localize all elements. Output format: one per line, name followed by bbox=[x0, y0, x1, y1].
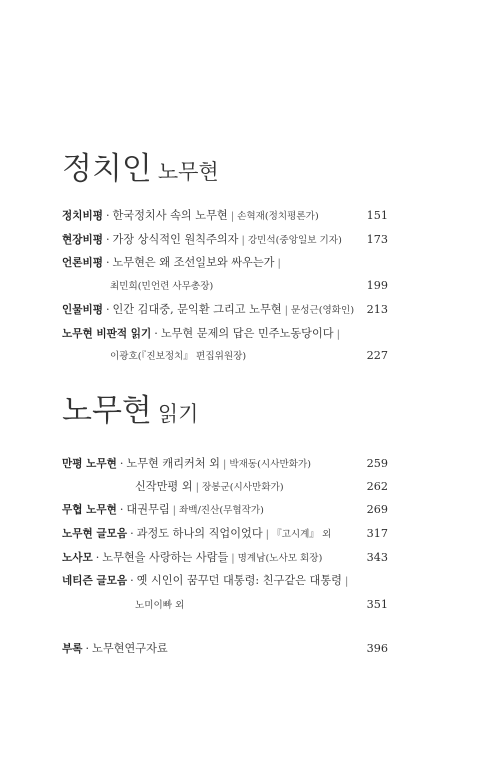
entry-author: 『고시계』 외 bbox=[272, 529, 332, 540]
divider-bar: | bbox=[172, 505, 177, 516]
divider-bar: | bbox=[265, 529, 270, 540]
divider-bar: | bbox=[284, 305, 288, 316]
entry-author: 강민석(중앙일보 기자) bbox=[247, 235, 342, 246]
entry-title: 가장 상식적인 원칙주의자 bbox=[112, 233, 239, 246]
entry-separator: · bbox=[154, 327, 158, 340]
entry-label: 네티즌 글모음 bbox=[62, 575, 128, 587]
divider-bar: | bbox=[223, 459, 227, 470]
section-title-politician bbox=[62, 151, 219, 187]
toc-entry[interactable] bbox=[0, 302, 500, 318]
entry-separator: · bbox=[105, 233, 110, 246]
page-number: 213 bbox=[366, 303, 388, 316]
entry-label: 현장비평 bbox=[62, 234, 103, 246]
entry-author: 좌백/진산(무협작가) bbox=[179, 505, 264, 516]
entry-title: 한국정치사 속의 노무현 bbox=[112, 209, 228, 222]
entry-separator: · bbox=[95, 551, 100, 564]
section-title-main: 정치인 bbox=[62, 151, 152, 187]
page-number: 262 bbox=[366, 480, 388, 493]
toc-entry[interactable] bbox=[0, 550, 500, 566]
entry-label: 노무현 글모음 bbox=[62, 528, 128, 540]
page-number: 317 bbox=[366, 527, 388, 540]
entry-author: 명계남(노사모 회장) bbox=[237, 553, 323, 564]
entry-title: 노무현 캐리커처 외 bbox=[126, 457, 220, 470]
toc-entry[interactable] bbox=[0, 479, 500, 495]
toc-entry[interactable] bbox=[0, 232, 500, 248]
toc-entry[interactable] bbox=[0, 208, 500, 224]
divider-bar: | bbox=[344, 576, 349, 587]
entry-author: 최민희(민언련 사무총장) bbox=[110, 281, 214, 292]
divider-bar: | bbox=[195, 482, 199, 493]
entry-author: 이광호(『진보정치』 편집위원장) bbox=[110, 351, 247, 362]
toc-entry[interactable] bbox=[0, 526, 500, 542]
entry-title: 노무현연구자료 bbox=[92, 642, 168, 655]
toc-entry-continuation[interactable] bbox=[0, 348, 500, 364]
divider-bar: | bbox=[231, 553, 235, 564]
entry-title: 대권무림 bbox=[126, 503, 170, 516]
page-number: 259 bbox=[366, 457, 388, 470]
toc-entry[interactable] bbox=[0, 456, 500, 472]
entry-title: 노무현은 왜 조선일보와 싸우는가 bbox=[112, 256, 275, 269]
entry-author: 문성근(영화인) bbox=[290, 305, 355, 316]
toc-entry[interactable] bbox=[0, 573, 500, 589]
entry-separator: · bbox=[105, 209, 110, 222]
section-title-main: 노무현 bbox=[62, 393, 152, 429]
entry-author: 박재동(시사만화가) bbox=[229, 459, 312, 470]
entry-separator: · bbox=[119, 503, 124, 516]
entry-separator: · bbox=[130, 527, 134, 540]
entry-author: 장봉군(시사만화가) bbox=[201, 482, 284, 493]
page-number: 396 bbox=[366, 642, 388, 655]
divider-bar: | bbox=[230, 211, 235, 222]
page-number: 343 bbox=[366, 551, 388, 564]
toc-entry[interactable] bbox=[0, 326, 500, 342]
entry-label: 노무현 비판적 읽기 bbox=[62, 328, 152, 340]
entry-separator: · bbox=[130, 574, 134, 587]
section-title-sub: 노무현 bbox=[157, 160, 219, 184]
page-number: 351 bbox=[366, 598, 388, 611]
divider-bar: | bbox=[241, 235, 245, 246]
toc-entry[interactable] bbox=[0, 502, 500, 518]
entry-separator: · bbox=[105, 303, 110, 316]
entry-separator: · bbox=[105, 256, 110, 269]
divider-bar: | bbox=[336, 329, 340, 340]
entry-label: 만평 노무현 bbox=[62, 458, 117, 470]
toc-entry-appendix[interactable] bbox=[0, 641, 500, 657]
entry-label: 정치비평 bbox=[62, 210, 103, 222]
entry-separator: · bbox=[119, 457, 124, 470]
page-number: 199 bbox=[366, 279, 388, 292]
entry-title: 노무현을 사랑하는 사람들 bbox=[102, 551, 229, 564]
divider-bar: | bbox=[277, 258, 281, 269]
entry-label: 무협 노무현 bbox=[62, 504, 117, 516]
page-number: 227 bbox=[366, 349, 388, 362]
page-number: 269 bbox=[366, 503, 388, 516]
page-number: 151 bbox=[366, 209, 388, 222]
page-number: 173 bbox=[366, 233, 388, 246]
toc-entry-continuation[interactable] bbox=[0, 278, 500, 294]
entry-label: 부록 bbox=[62, 643, 83, 655]
section-title-reading bbox=[62, 393, 199, 429]
entry-author: 노미이빠 외 bbox=[135, 600, 185, 611]
entry-separator: · bbox=[85, 642, 90, 655]
entry-author: 손혁재(정치평론가) bbox=[237, 211, 319, 222]
toc-entry-continuation[interactable] bbox=[0, 597, 500, 613]
entry-title: 노무현 문제의 답은 민주노동당이다 bbox=[160, 327, 334, 340]
entry-title: 과정도 하나의 직업이었다 bbox=[136, 527, 263, 540]
entry-title: 신작만평 외 bbox=[135, 480, 193, 493]
entry-label: 인물비평 bbox=[62, 304, 103, 316]
entry-title: 인간 김대중, 문익환 그리고 노무현 bbox=[112, 303, 282, 316]
entry-title: 옛 시인이 꿈꾸던 대통령: 친구같은 대통령 bbox=[136, 574, 342, 587]
section-title-sub: 읽기 bbox=[157, 402, 199, 426]
toc-entry[interactable] bbox=[0, 255, 500, 271]
entry-label: 언론비평 bbox=[62, 257, 103, 269]
entry-label: 노사모 bbox=[62, 552, 93, 564]
